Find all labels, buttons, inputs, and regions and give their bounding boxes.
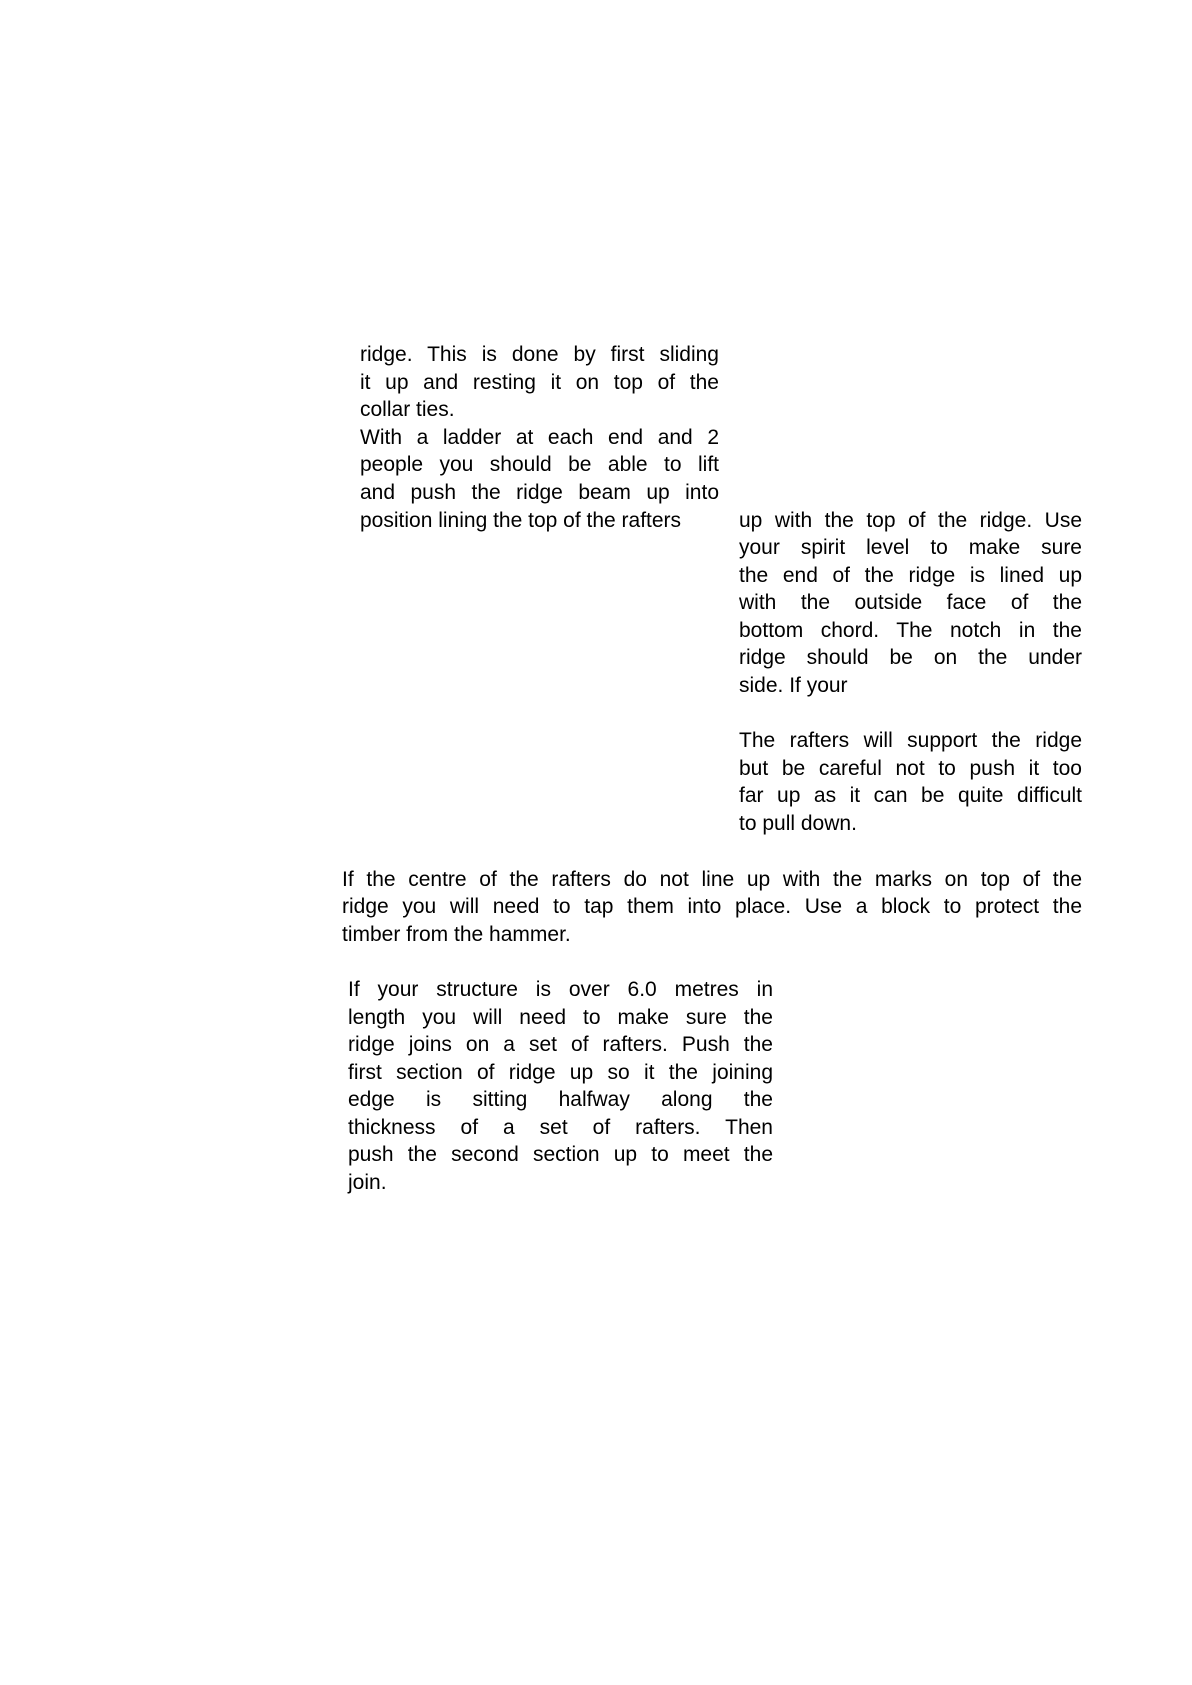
text-line: If your structure is over 6.0 metres in: [348, 978, 773, 1001]
text-line: join.: [348, 1171, 387, 1194]
text-line: With a ladder at each end and 2: [360, 426, 719, 449]
text-line: with the outside face of the: [739, 591, 1082, 614]
text-line: position lining the top of the rafters: [360, 509, 682, 532]
text-line: edge is sitting halfway along the: [348, 1088, 773, 1111]
text-line: it up and resting it on top of the: [360, 371, 719, 394]
text-line: timber from the hammer.: [342, 923, 571, 946]
text-line: to pull down.: [739, 812, 857, 835]
text-line: far up as it can be quite difficult: [739, 784, 1082, 807]
text-line: but be careful not to push it too: [739, 757, 1082, 780]
text-line: thickness of a set of rafters. Then: [348, 1116, 773, 1139]
text-line: and push the ridge beam up into: [360, 481, 719, 504]
text-line: your spirit level to make sure: [739, 536, 1082, 559]
text-line: people you should be able to lift: [360, 453, 719, 476]
text-line: ridge you will need to tap them into place. Use a block to protect the: [342, 895, 1082, 918]
text-line: bottom chord. The notch in the: [739, 619, 1082, 642]
text-line: ridge joins on a set of rafters. Push the: [348, 1033, 773, 1056]
text-line: The rafters will support the ridge: [739, 729, 1082, 752]
text-line: first section of ridge up so it the joining: [348, 1061, 773, 1084]
text-line: ridge. This is done by first sliding: [360, 343, 719, 366]
text-line: side. If your: [739, 674, 848, 697]
text-line: If the centre of the rafters do not line up with the marks on top of the: [342, 868, 1082, 891]
text-line: ridge should be on the under: [739, 646, 1082, 669]
text-line: the end of the ridge is lined up: [739, 564, 1082, 587]
text-line: push the second section up to meet the: [348, 1143, 773, 1166]
text-line: up with the top of the ridge. Use: [739, 509, 1082, 532]
text-line: collar ties.: [360, 398, 455, 421]
text-line: length you will need to make sure the: [348, 1006, 773, 1029]
